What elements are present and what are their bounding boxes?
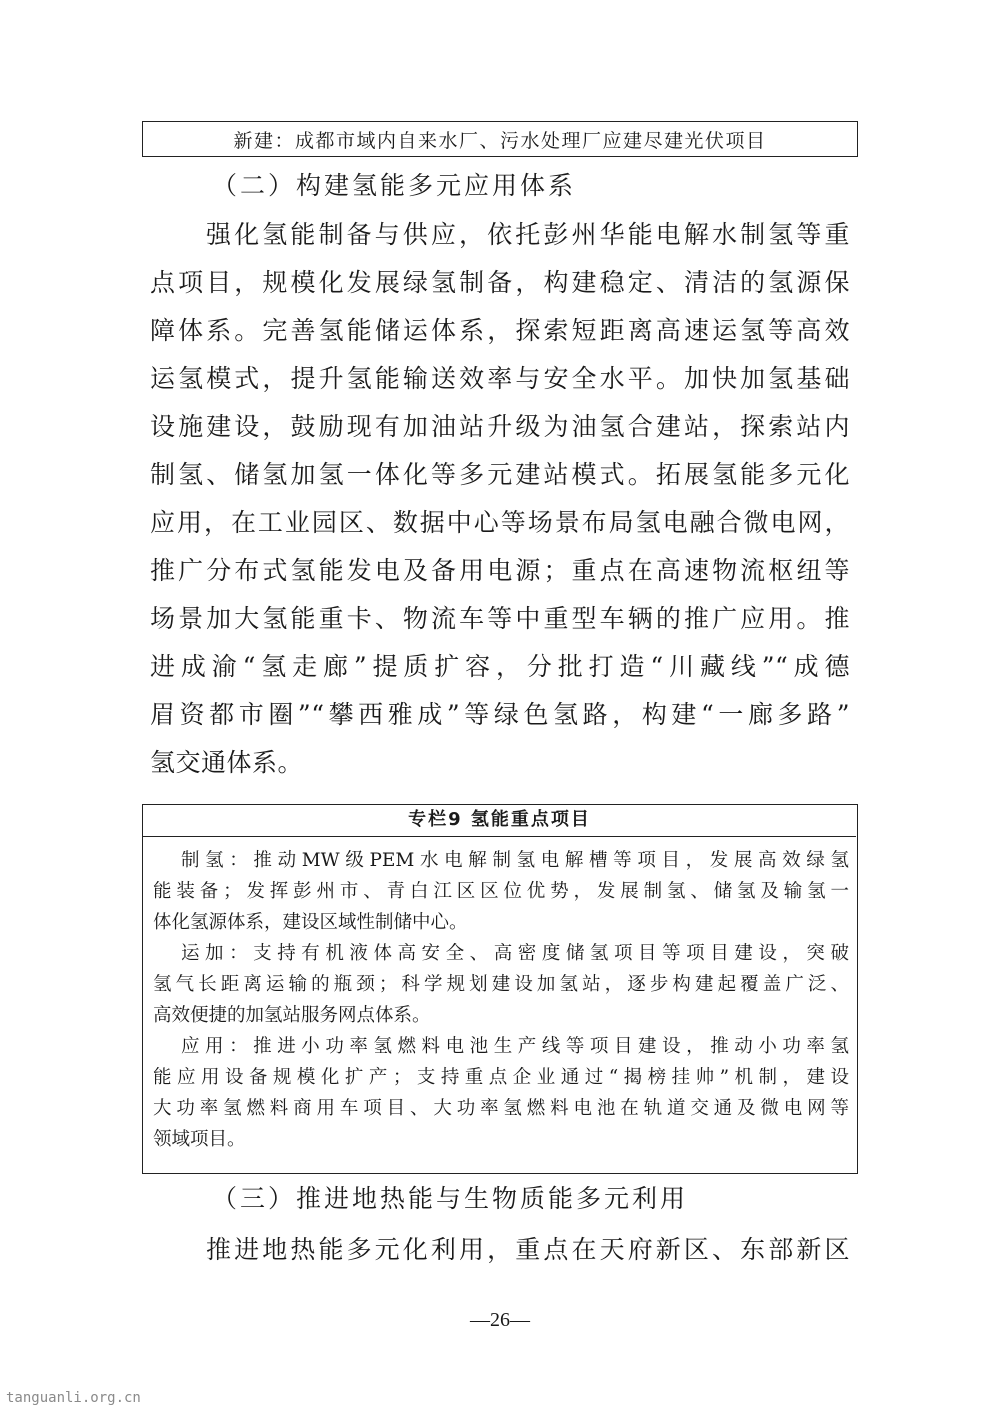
column-box-line: 体化氢源体系，建设区域性制储中心。: [153, 912, 468, 933]
column-box-hydrogen-projects: [142, 804, 858, 1174]
column-box-line: 氢气长距离运输的瓶颈；科学规划建设加氢站，逐步构建起覆盖广泛、: [153, 974, 849, 995]
column-box-line: 大功率氢燃料商用车项目、大功率氢燃料电池在轨道交通及微电网等: [153, 1098, 849, 1119]
paragraph-line: 制氢、储氢加氢一体化等多元建站模式。拓展氢能多元化: [150, 460, 850, 489]
paragraph-line: 推广分布式氢能发电及备用电源；重点在高速物流枢纽等: [150, 556, 850, 585]
paragraph-line: 障体系。完善氢能储运体系，探索短距离高速运氢等高效: [150, 316, 850, 345]
column-box-title: 专栏9 氢能重点项目: [143, 805, 856, 837]
column-box-line: 能装备；发挥彭州市、青白江区区位优势，发展制氢、储氢及输氢一: [153, 881, 849, 902]
paragraph-line: 应用，在工业园区、数据中心等场景布局氢电融合微电网，: [150, 508, 850, 537]
paragraph-line: 设施建设，鼓励现有加油站升级为油氢合建站，探索站内: [150, 412, 850, 441]
watermark: tanguanli.org.cn: [6, 1390, 141, 1406]
paragraph-line: 点项目，规模化发展绿氢制备，构建稳定、清洁的氢源保: [150, 268, 850, 297]
column-box-line: 能应用设备规模化扩产；支持重点企业通过“揭榜挂帅”机制，建设: [153, 1067, 849, 1088]
section-heading-2: （二）构建氢能多元应用体系: [212, 171, 577, 200]
page-number: —26—: [470, 1309, 530, 1331]
column-box-line: 制氢：推动MW级PEM水电解制氢电解槽等项目，发展高效绿氢: [181, 850, 849, 871]
paragraph-line: 场景加大氢能重卡、物流车等中重型车辆的推广应用。推: [150, 604, 850, 633]
project-box-top: [142, 121, 858, 157]
paragraph-line: 眉资都市圈”“攀西雅成”等绿色氢路，构建“一廊多路”: [150, 700, 850, 729]
column-box-line: 应用：推进小功率氢燃料电池生产线等项目建设，推动小功率氢: [181, 1036, 849, 1057]
paragraph-line: 运氢模式，提升氢能输送效率与安全水平。加快加氢基础: [150, 364, 850, 393]
project-box-top-text: 新建：成都市域内自来水厂、污水处理厂应建尽建光伏项目: [233, 129, 767, 152]
section-heading-3: （三）推进地热能与生物质能多元利用: [212, 1184, 689, 1213]
paragraph-line: 氢交通体系。: [150, 748, 304, 777]
paragraph-line: 进成渝“氢走廊”提质扩容，分批打造“川藏线”“成德: [150, 652, 850, 681]
column-box-line: 运加：支持有机液体高安全、高密度储氢项目等项目建设，突破: [181, 943, 849, 964]
paragraph-line: 推进地热能多元化利用，重点在天府新区、东部新区: [206, 1235, 850, 1264]
column-box-line: 高效便捷的加氢站服务网点体系。: [153, 1005, 431, 1026]
paragraph-line: 强化氢能制备与供应，依托彭州华能电解水制氢等重: [206, 220, 850, 249]
column-box-line: 领域项目。: [153, 1129, 246, 1150]
